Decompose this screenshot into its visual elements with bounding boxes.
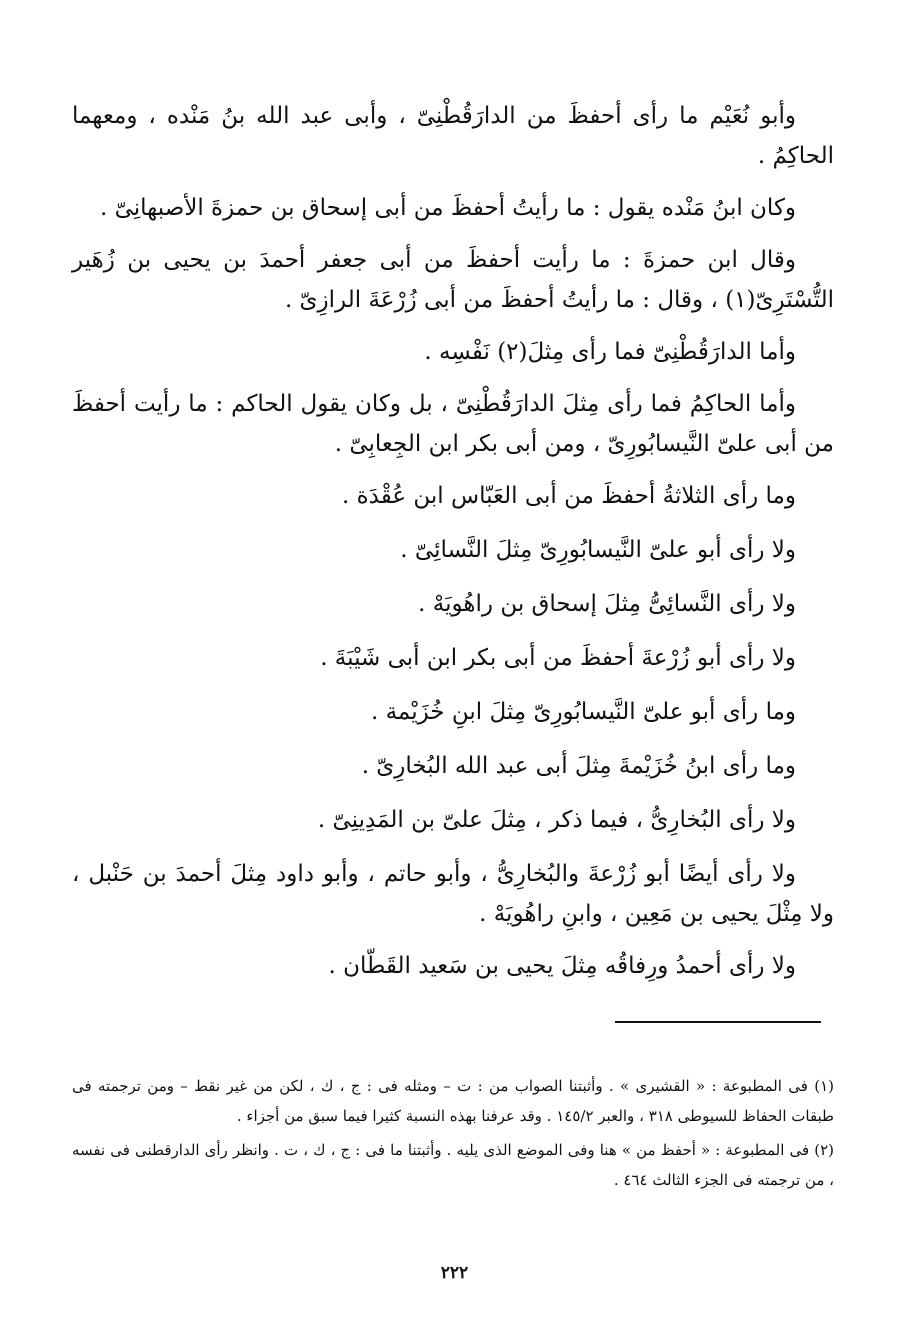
- paragraph-8: ولا رأى النَّسائِىُّ مِثلَ إسحاق بن راهُويَهْ .: [418, 591, 796, 617]
- paragraph-3: وقال ابن حمزةَ : ما رأيت أحفظَ من أبى جعفر أحمدَ بن يحيى بن زُهَير التُّسْتَرِىّ(١) ، وقال : ما رأيتُ أحفظَ من أبى زُرْعَةَ الرازِىّ .: [72, 247, 834, 313]
- paragraph-6: وما رأى الثلاثةُ أحفظَ من أبى العَبّاس ابن عُقْدَة .: [341, 483, 796, 509]
- footnote-2: (٢) فى المطبوعة : « أحفظ من » هنا وفى الموضع الذى يليه . وأثبتنا ما فى : ج ، ك ، ت . وانظر رأى الدارقطنى فى نفسه ، من ترجمته فى الجزء الثالث ٤٦٤ .: [72, 1141, 834, 1189]
- paragraph-1: وأبو نُعَيْم ما رأى أحفظَ من الدارَقُطْنِىّ ، وأبى عبد الله بنُ مَنْده ، ومعهما الحاكِمُ .: [72, 103, 834, 169]
- footnote-1: (١) فى المطبوعة : « القشيرى » . وأثبتنا الصواب من : ت – ومثله فى : ج ، ك ، لكن من غير نقط – ومن ترجمته فى طبقات الحفاظ للسيوطى ٣١٨ ، والعبر ١٤٥/٢ . وقد عرفنا بهذه النسبة كثيرا فيما سبق من أجزاء .: [72, 1077, 834, 1125]
- paragraph-12: ولا رأى البُخارِىُّ ، فيما ذكر ، مِثلَ علىّ بن المَدِينِىّ .: [317, 807, 796, 833]
- paragraph-9: ولا رأى أبو زُرْعةَ أحفظَ من أبى بكر ابن أبى شَيْبَةَ .: [320, 645, 796, 671]
- paragraph-4: وأما الدارَقُطْنِىّ فما رأى مِثلَ(٢) نَفْسِه .: [424, 339, 796, 365]
- footnote-divider: [615, 1021, 821, 1023]
- main-text: [72, 96, 834, 998]
- footnotes: [72, 1071, 834, 1199]
- paragraph-14: ولا رأى أحمدُ ورِفاقُه مِثلَ يحيى بن سَعيد القَطّان .: [328, 953, 796, 979]
- page-number: ٢٢٢: [440, 1263, 469, 1283]
- paragraph-7: ولا رأى أبو علىّ النَّيسابُورِىّ مِثلَ النَّسائِىّ .: [400, 537, 796, 563]
- paragraph-10: وما رأى أبو علىّ النَّيسابُورِىّ مِثلَ ابنِ خُزَيْمة .: [370, 699, 796, 725]
- paragraph-13: ولا رأى أيضًا أبو زُرْعةَ والبُخارِىُّ ، وأبو حاتم ، وأبو داود مِثلَ أحمدَ بن حَنْبل ، ولا مِثْلَ يحيى بن مَعِين ، وابنِ راهُويَهْ .: [72, 861, 834, 927]
- paragraph-5: وأما الحاكِمُ فما رأى مِثلَ الدارَقُطْنِىّ ، بل وكان يقول الحاكم : ما رأيت أحفظَ من أبى علىّ النَّيسابُورِىّ ، ومن أبى بكر ابن الجِعابِىّ .: [72, 391, 834, 457]
- paragraph-2: وكان ابنُ مَنْده يقول : ما رأيتُ أحفظَ من أبى إسحاق بن حمزةَ الأصبهانِىّ .: [99, 195, 796, 221]
- paragraph-11: وما رأى ابنُ خُزَيْمةَ مِثلَ أبى عبد الله البُخارِىّ .: [361, 753, 796, 779]
